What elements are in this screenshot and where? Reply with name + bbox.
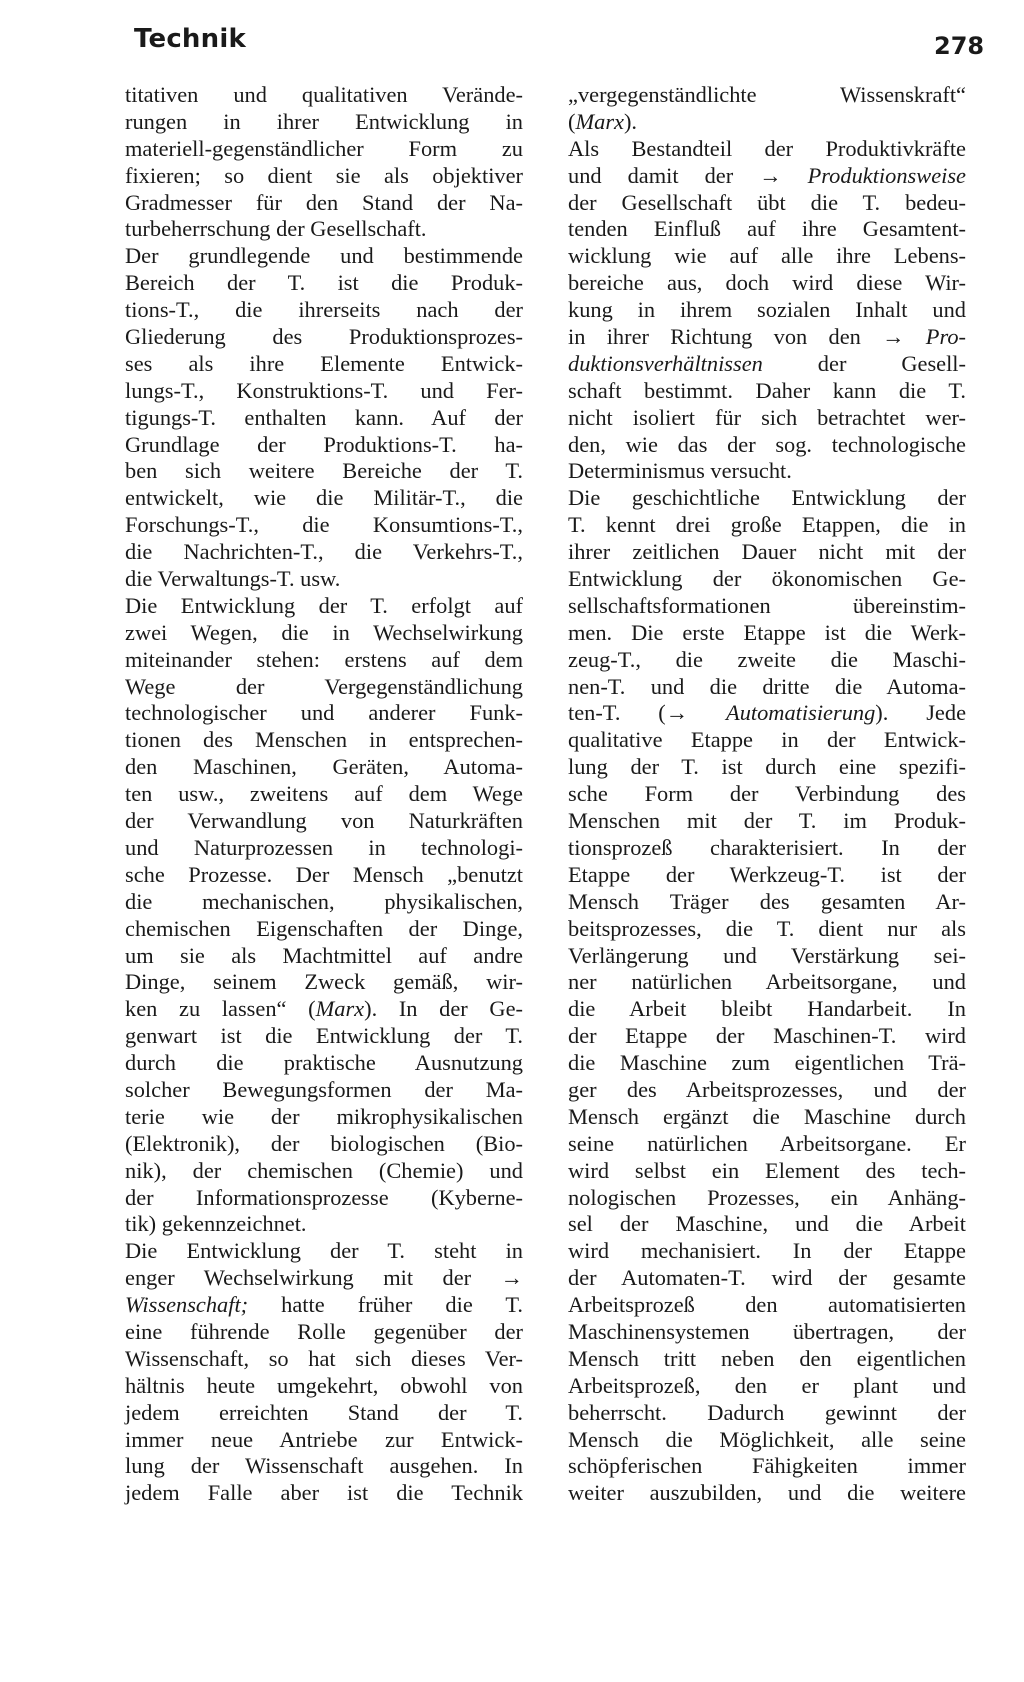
text-line xyxy=(125,163,523,190)
text-segment: sche Prozesse. Der Mensch „benutzt xyxy=(125,861,523,887)
text-line xyxy=(568,458,966,485)
text-segment: der Informationsprozesse (Kyberne- xyxy=(125,1184,523,1210)
text-line xyxy=(125,727,523,754)
text-segment: Mensch Träger des gesamten Ar- xyxy=(568,888,966,914)
text-line xyxy=(568,432,966,459)
text-line xyxy=(568,593,966,620)
text-line xyxy=(125,1050,523,1077)
text-segment: men. Die erste Etappe ist die Werk- xyxy=(568,619,966,645)
text-line xyxy=(568,969,966,996)
text-line xyxy=(125,432,523,459)
text-line xyxy=(125,216,523,243)
text-segment: ). In der Ge- xyxy=(364,996,523,1022)
text-segment: immer neue Antriebe zur Entwick- xyxy=(125,1426,523,1452)
text-line xyxy=(125,1158,523,1185)
text-segment: wicklung wie auf alle ihre Lebens- xyxy=(568,243,966,269)
text-segment: rungen in ihrer Entwicklung in xyxy=(125,108,523,134)
text-line xyxy=(125,781,523,808)
text-segment: schaft bestimmt. Daher kann die T. xyxy=(568,377,966,403)
text-segment: ten usw., zweitens auf dem Wege xyxy=(125,781,523,807)
text-line xyxy=(568,324,966,351)
text-segment: ). xyxy=(623,108,638,134)
text-segment: hältnis heute umgekehrt, obwohl von xyxy=(125,1372,523,1398)
text-segment: jedem Falle aber ist die Technik xyxy=(125,1480,523,1506)
text-segment: Mensch ergänzt die Maschine durch xyxy=(568,1103,966,1129)
text-line xyxy=(568,943,966,970)
text-segment: bereiche aus, doch wird diese Wir- xyxy=(568,270,966,296)
text-line xyxy=(568,109,966,136)
text-segment: die Maschine zum eigentlichen Trä- xyxy=(568,1050,966,1076)
text-line xyxy=(568,136,966,163)
text-segment: zwei Wegen, die in Wechselwirkung xyxy=(125,619,523,645)
text-line xyxy=(568,781,966,808)
text-segment: Etappe der Werkzeug-T. ist der xyxy=(568,861,966,887)
text-line xyxy=(125,1292,523,1319)
text-segment: Entwicklung der ökonomischen Ge- xyxy=(568,566,966,592)
text-segment: Maschinensystemen übertragen, der xyxy=(568,1318,966,1344)
text-line xyxy=(125,324,523,351)
text-segment: lungs-T., Konstruktions-T. und Fer- xyxy=(125,377,523,403)
text-line xyxy=(125,566,523,593)
text-line xyxy=(125,674,523,701)
text-line xyxy=(568,1480,966,1507)
text-line xyxy=(125,351,523,378)
text-line xyxy=(125,862,523,889)
text-segment: Determinismus versucht. xyxy=(568,458,792,484)
text-segment: zeug-T., die zweite die Maschi- xyxy=(568,646,966,672)
text-line xyxy=(125,647,523,674)
text-segment: Arbeitsprozeß den automatisierten xyxy=(568,1292,966,1318)
text-line xyxy=(125,1265,523,1292)
text-line xyxy=(125,1238,523,1265)
text-line xyxy=(568,485,966,512)
text-segment: Gradmesser für den Stand der Na- xyxy=(125,189,523,215)
text-segment: T. kennt drei große Etappen, die in xyxy=(568,512,966,538)
text-segment: Dinge, seinem Zweck gemäß, wir- xyxy=(125,969,523,995)
text-line xyxy=(568,727,966,754)
text-line xyxy=(125,808,523,835)
text-segment: wird selbst ein Element des tech- xyxy=(568,1157,966,1183)
text-segment: ner natürlichen Arbeitsorgane, und xyxy=(568,969,966,995)
text-segment: tionen des Menschen in entsprechen- xyxy=(125,727,523,753)
text-segment: wird mechanisiert. In der Etappe xyxy=(568,1238,966,1264)
text-line xyxy=(125,889,523,916)
text-segment: der Automaten-T. wird der gesamte xyxy=(568,1265,966,1291)
text-line xyxy=(125,700,523,727)
text-segment: der Gesell- xyxy=(762,350,966,376)
text-line xyxy=(568,1453,966,1480)
text-line xyxy=(125,593,523,620)
text-line xyxy=(568,862,966,889)
text-segment: fixieren; so dient sie als objektiver xyxy=(125,162,523,188)
text-segment: die Nachrichten-T., die Verkehrs-T., xyxy=(125,539,523,565)
text-line xyxy=(568,1238,966,1265)
text-segment: Mensch tritt neben den eigentlichen xyxy=(568,1345,966,1371)
text-line xyxy=(568,297,966,324)
text-segment: nicht isoliert für sich betrachtet wer- xyxy=(568,404,966,430)
text-line xyxy=(568,700,966,727)
text-segment: Verlängerung und Verstärkung sei- xyxy=(568,942,966,968)
italic-term: Produktionsweise xyxy=(807,162,966,188)
text-segment: qualitative Etappe in der Entwick- xyxy=(568,727,966,753)
text-line xyxy=(568,1211,966,1238)
text-line xyxy=(568,243,966,270)
text-line xyxy=(568,163,966,190)
text-segment: sel der Maschine, und die Arbeit xyxy=(568,1211,966,1237)
text-segment: Forschungs-T., die Konsumtions-T., xyxy=(125,512,523,538)
text-line xyxy=(568,889,966,916)
text-line xyxy=(568,1050,966,1077)
text-line xyxy=(125,969,523,996)
text-segment: ( xyxy=(568,108,576,134)
text-segment: chemischen Eigenschaften der Dinge, xyxy=(125,915,523,941)
text-segment: Grundlage der Produktions-T. ha- xyxy=(125,431,523,457)
text-segment: tenden Einfluß auf ihre Gesamtent- xyxy=(568,216,966,242)
text-segment: in ihrer Richtung von den → xyxy=(568,324,926,350)
text-line xyxy=(125,835,523,862)
text-line xyxy=(568,539,966,566)
section-header: Technik xyxy=(134,24,246,54)
text-segment: schöpferischen Fähigkeiten immer xyxy=(568,1453,966,1479)
text-segment: den, wie das der sog. technologische xyxy=(568,431,966,457)
text-line xyxy=(125,512,523,539)
text-line xyxy=(125,1453,523,1480)
text-segment: Wege der Vergegenständlichung xyxy=(125,673,523,699)
text-segment: eine führende Rolle gegenüber der xyxy=(125,1318,523,1344)
text-segment: kung in ihrem sozialen Inhalt und xyxy=(568,297,966,323)
text-segment: terie wie der mikrophysikalischen xyxy=(125,1103,523,1129)
text-segment: Bereich der T. ist die Produk- xyxy=(125,270,523,296)
text-segment: ken zu lassen“ ( xyxy=(125,996,316,1022)
text-column-right xyxy=(568,82,966,1507)
text-segment: sellschaftsformationen übereinstim- xyxy=(568,592,966,618)
text-line xyxy=(568,620,966,647)
text-segment: die Verwaltungs-T. usw. xyxy=(125,566,341,592)
text-line xyxy=(568,512,966,539)
text-segment: und Naturprozessen in technologi- xyxy=(125,834,523,860)
text-line xyxy=(568,1185,966,1212)
text-segment: beitsprozesses, die T. dient nur als xyxy=(568,915,966,941)
text-segment: beherrscht. Dadurch gewinnt der xyxy=(568,1399,966,1425)
text-line xyxy=(125,297,523,324)
text-segment: die Arbeit bleibt Handarbeit. In xyxy=(568,996,966,1022)
text-segment: Als Bestandteil der Produktivkräfte xyxy=(568,135,966,161)
text-segment: miteinander stehen: erstens auf dem xyxy=(125,646,523,672)
text-line xyxy=(568,190,966,217)
text-line xyxy=(568,916,966,943)
page-number: 278 xyxy=(934,32,985,60)
text-line xyxy=(568,674,966,701)
text-segment: tions-T., die ihrerseits nach der xyxy=(125,297,523,323)
text-segment: der Gesellschaft übt die T. bedeu- xyxy=(568,189,966,215)
text-segment: ten-T. (→ xyxy=(568,700,727,726)
text-segment: Die Entwicklung der T. erfolgt auf xyxy=(125,592,523,618)
text-segment: Mensch die Möglichkeit, alle seine xyxy=(568,1426,966,1452)
text-segment: weiter auszubilden, und die weitere xyxy=(568,1480,966,1506)
italic-term: Pro- xyxy=(925,324,966,350)
text-line xyxy=(125,1319,523,1346)
italic-term: duktionsverhältnissen xyxy=(568,350,763,376)
text-segment: solcher Bewegungsformen der Ma- xyxy=(125,1076,523,1102)
text-line xyxy=(568,1427,966,1454)
text-segment: Die geschichtliche Entwicklung der xyxy=(568,485,966,511)
text-line xyxy=(125,1023,523,1050)
text-line xyxy=(125,539,523,566)
text-segment: tionsprozeß charakterisiert. In der xyxy=(568,834,966,860)
italic-term: Automatisierung xyxy=(726,700,876,726)
text-line xyxy=(125,458,523,485)
text-segment: entwickelt, wie die Militär-T., die xyxy=(125,485,523,511)
text-segment: Gliederung des Produktionsprozes- xyxy=(125,324,523,350)
text-segment: Der grundlegende und bestimmende xyxy=(125,243,523,269)
text-line xyxy=(568,1104,966,1131)
text-segment: materiell-gegenständlicher Form zu xyxy=(125,135,523,161)
text-line xyxy=(125,754,523,781)
text-line xyxy=(125,1104,523,1131)
text-segment: und damit der → xyxy=(568,162,808,188)
text-segment: tik) gekennzeichnet. xyxy=(125,1211,307,1237)
text-segment: der Etappe der Maschinen-T. wird xyxy=(568,1023,966,1049)
text-segment: durch die praktische Ausnutzung xyxy=(125,1050,523,1076)
text-line xyxy=(125,1211,523,1238)
text-segment: jedem erreichten Stand der T. xyxy=(125,1399,523,1425)
text-segment: lung der Wissenschaft ausgehen. In xyxy=(125,1453,523,1479)
text-line xyxy=(125,82,523,109)
italic-term: Wissenschaft; xyxy=(125,1292,249,1318)
text-segment: (Elektronik), der biologischen (Bio- xyxy=(125,1130,523,1156)
text-line xyxy=(568,1077,966,1104)
text-line xyxy=(568,1346,966,1373)
text-segment: Menschen mit der T. im Produk- xyxy=(568,808,966,834)
text-line xyxy=(125,136,523,163)
text-line xyxy=(125,1346,523,1373)
text-line xyxy=(568,835,966,862)
text-segment: technologischer und anderer Funk- xyxy=(125,700,523,726)
text-line xyxy=(568,566,966,593)
text-line xyxy=(568,378,966,405)
italic-term: Marx xyxy=(315,996,365,1022)
text-segment: hatte früher die T. xyxy=(248,1292,523,1318)
text-segment: ses als ihre Elemente Entwick- xyxy=(125,350,523,376)
text-line xyxy=(568,270,966,297)
italic-term: Marx xyxy=(575,108,624,134)
text-line xyxy=(568,1158,966,1185)
text-segment: ). Jede xyxy=(875,700,967,726)
text-line xyxy=(125,190,523,217)
text-line xyxy=(125,1077,523,1104)
text-segment: um sie als Machtmittel auf andre xyxy=(125,942,523,968)
text-line xyxy=(125,485,523,512)
text-line xyxy=(125,270,523,297)
text-line xyxy=(568,351,966,378)
text-line xyxy=(125,996,523,1023)
text-column-left xyxy=(125,82,523,1507)
text-line xyxy=(568,1131,966,1158)
text-line xyxy=(125,1131,523,1158)
text-line xyxy=(568,647,966,674)
text-line xyxy=(568,808,966,835)
text-segment: lung der T. ist durch eine spezifi- xyxy=(568,754,966,780)
text-line xyxy=(568,996,966,1023)
text-line xyxy=(125,916,523,943)
text-line xyxy=(568,1023,966,1050)
text-line xyxy=(568,1373,966,1400)
text-line xyxy=(125,378,523,405)
text-segment: turbeherrschung der Gesellschaft. xyxy=(125,216,427,242)
text-line xyxy=(125,243,523,270)
text-segment: „vergegenständlichte Wissenskraft“ xyxy=(568,82,966,107)
text-line xyxy=(568,1400,966,1427)
text-segment: nologischen Prozesses, ein Anhäng- xyxy=(568,1184,966,1210)
text-line xyxy=(568,405,966,432)
text-line xyxy=(125,405,523,432)
text-segment: Wissenschaft, so hat sich dieses Ver- xyxy=(125,1345,523,1371)
text-line xyxy=(568,1265,966,1292)
text-segment: ger des Arbeitsprozesses, und der xyxy=(568,1076,966,1102)
text-segment: nen-T. und die dritte die Automa- xyxy=(568,673,966,699)
text-line xyxy=(125,109,523,136)
text-segment: der Verwandlung von Naturkräften xyxy=(125,808,523,834)
text-line xyxy=(125,1400,523,1427)
text-line xyxy=(568,216,966,243)
text-line xyxy=(125,1185,523,1212)
text-line xyxy=(568,82,966,109)
text-line xyxy=(125,1373,523,1400)
text-line xyxy=(125,620,523,647)
text-segment: den Maschinen, Geräten, Automa- xyxy=(125,754,523,780)
text-segment: nik), der chemischen (Chemie) und xyxy=(125,1157,523,1183)
text-segment: titativen und qualitativen Verände- xyxy=(125,82,523,107)
text-segment: sche Form der Verbindung des xyxy=(568,781,966,807)
text-line xyxy=(568,754,966,781)
text-segment: seine natürlichen Arbeitsorgane. Er xyxy=(568,1130,966,1156)
text-segment: ihrer zeitlichen Dauer nicht mit der xyxy=(568,539,966,565)
text-segment: ben sich weitere Bereiche der T. xyxy=(125,458,523,484)
text-segment: Die Entwicklung der T. steht in xyxy=(125,1238,523,1264)
text-line xyxy=(568,1319,966,1346)
text-line xyxy=(125,1480,523,1507)
text-line xyxy=(125,1427,523,1454)
text-segment: tigungs-T. enthalten kann. Auf der xyxy=(125,404,523,430)
text-line xyxy=(125,943,523,970)
text-line xyxy=(568,1292,966,1319)
text-segment: genwart ist die Entwicklung der T. xyxy=(125,1023,523,1049)
text-segment: enger Wechselwirkung mit der → xyxy=(125,1265,523,1291)
text-segment: die mechanischen, physikalischen, xyxy=(125,888,523,914)
text-segment: Arbeitsprozeß, den er plant und xyxy=(568,1372,966,1398)
